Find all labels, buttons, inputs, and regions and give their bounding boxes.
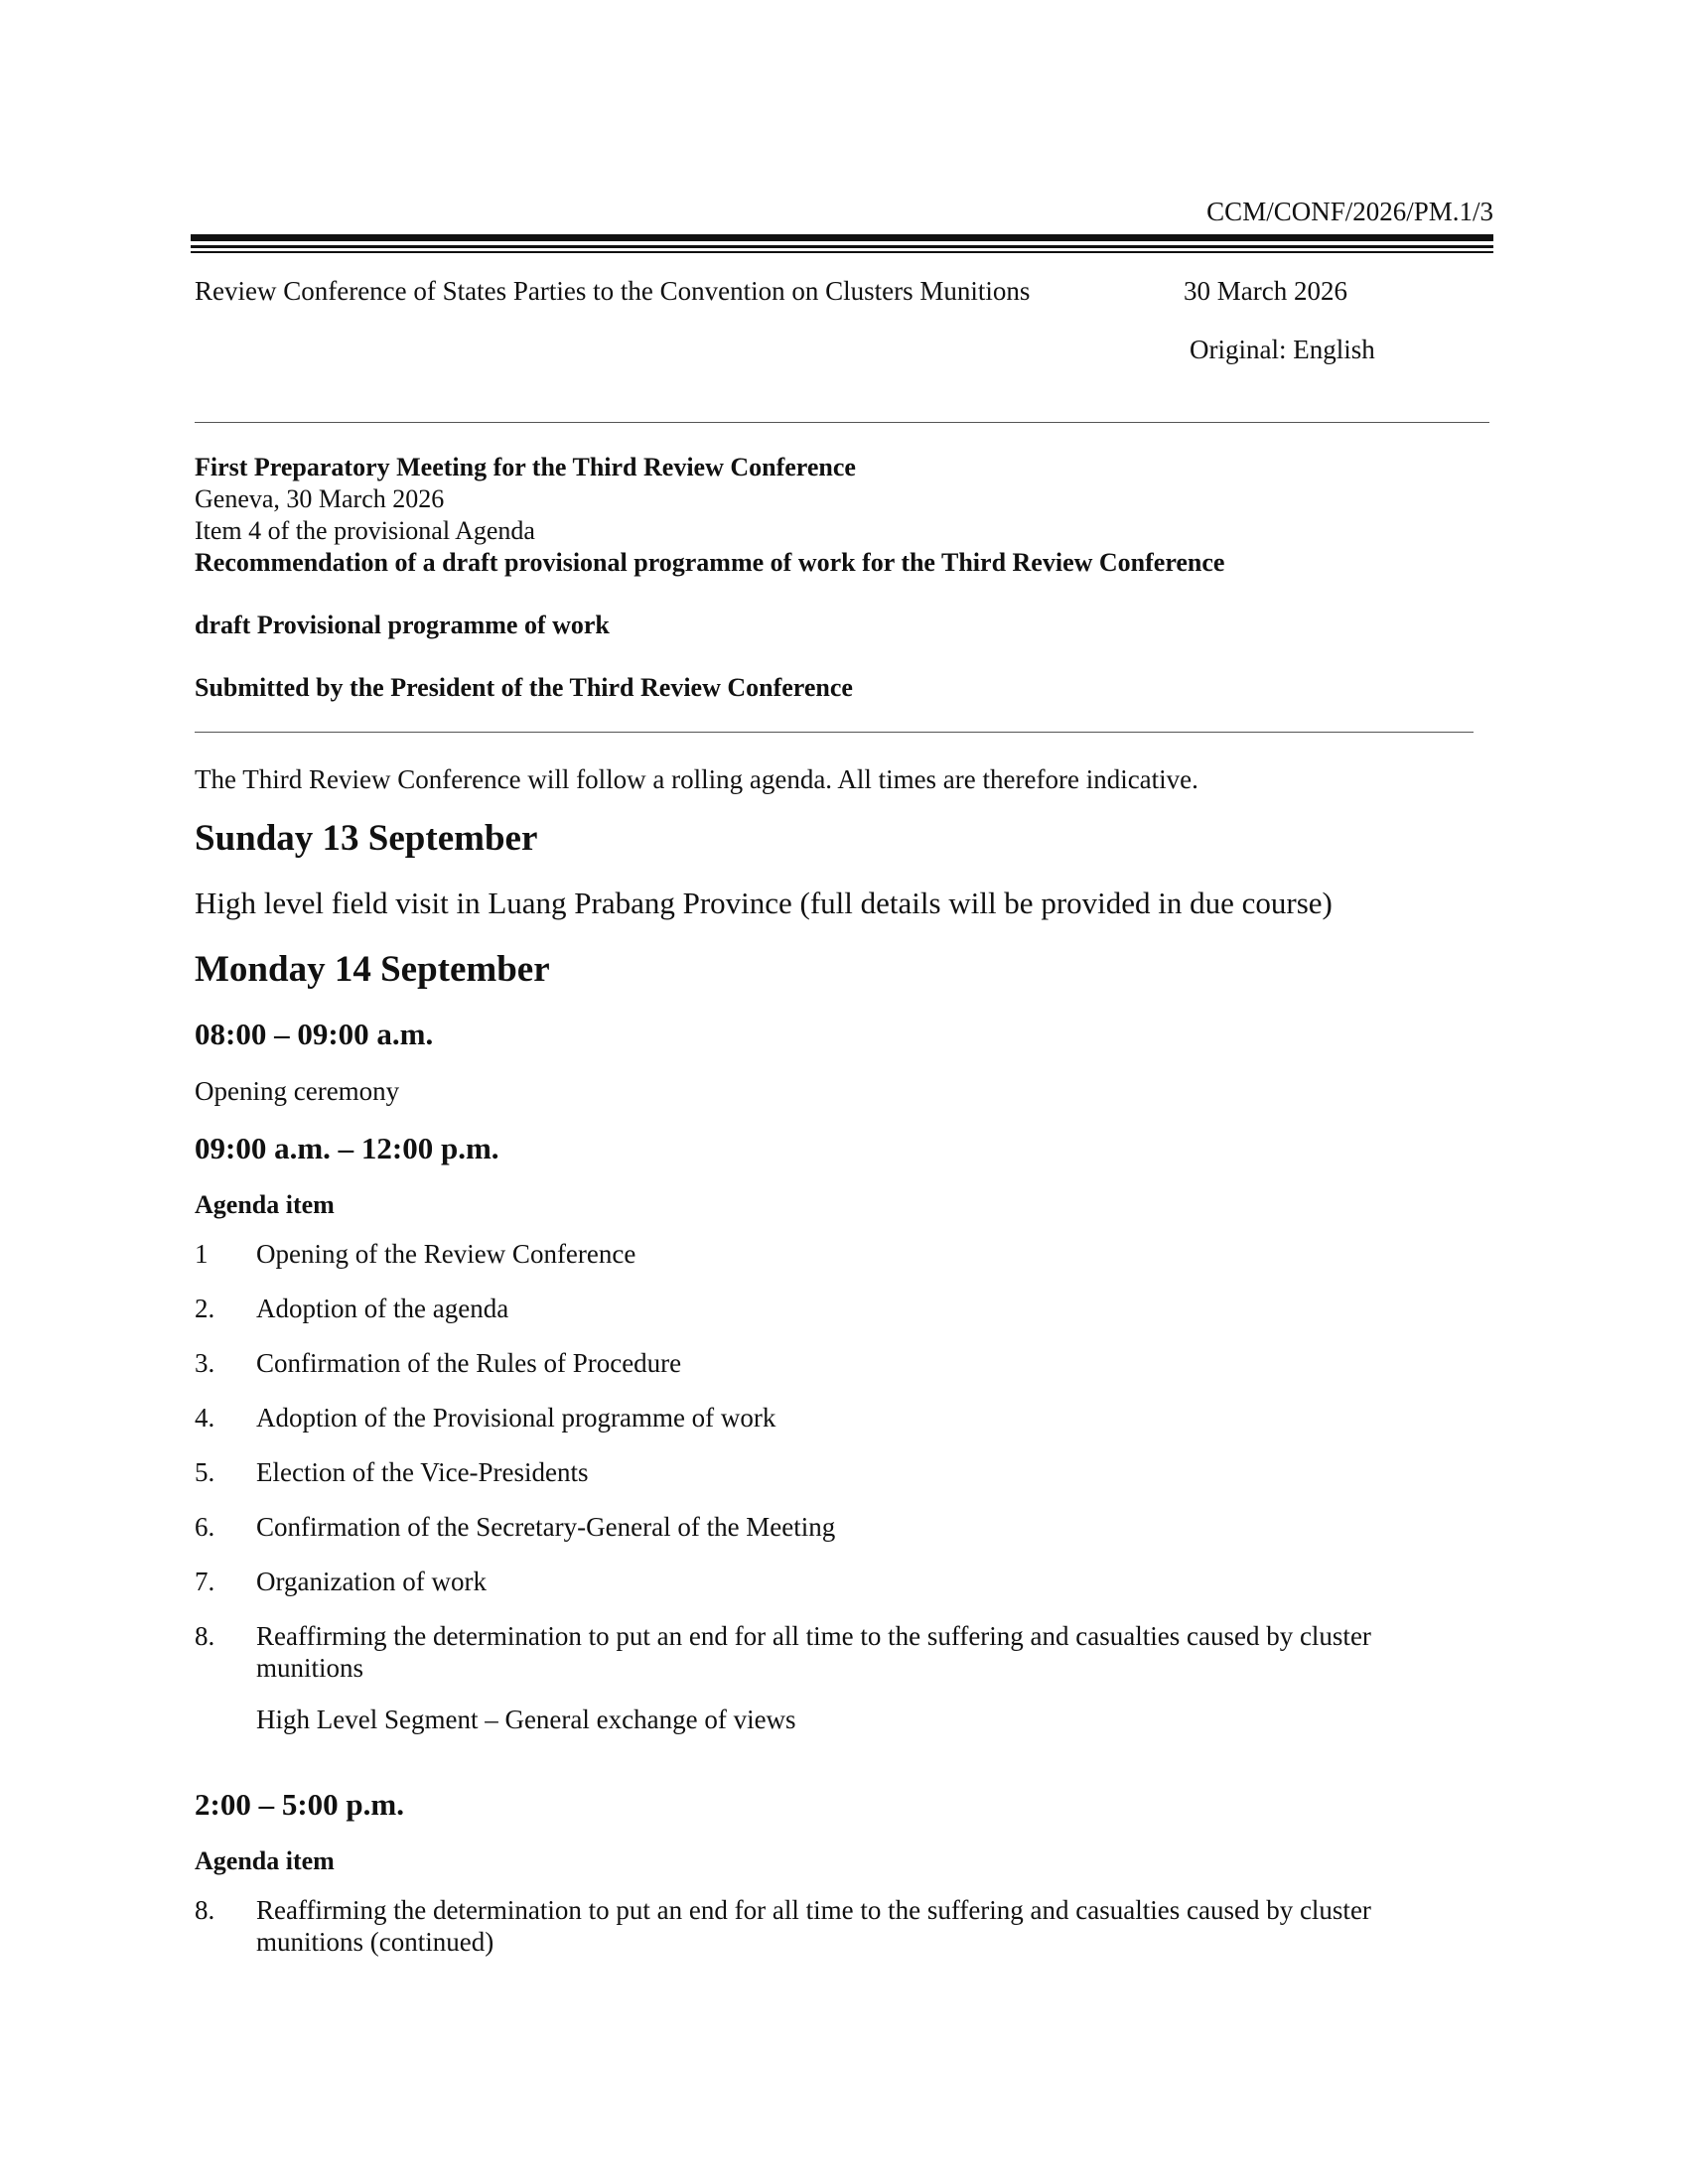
document-symbol: CCM/CONF/2026/PM.1/3 <box>1206 197 1493 226</box>
agenda-list-item <box>195 1238 1485 1270</box>
original-language: Original: English <box>1190 335 1375 364</box>
time-slot-heading: 2:00 – 5:00 p.m. <box>195 1787 404 1822</box>
agenda-item-text: Reaffirming the determination to put an end for all time to the suffering and casualties caused by cluster munitions (continued) <box>256 1895 1371 1957</box>
agenda-item-number: 6. <box>195 1512 215 1542</box>
agenda-list-item <box>195 1347 1485 1379</box>
agenda-item-text: Adoption of the Provisional programme of work <box>256 1403 776 1433</box>
divider <box>195 422 1489 423</box>
agenda-item-ref: Item 4 of the provisional Agenda <box>195 516 535 545</box>
document-date: 30 March 2026 <box>1184 276 1347 306</box>
agenda-item-number: 8. <box>195 1621 215 1651</box>
header-rule <box>191 234 1493 253</box>
agenda-item-number: 1 <box>195 1239 209 1269</box>
agenda-item-number: 7. <box>195 1567 215 1596</box>
agenda-list-item <box>195 1511 1485 1543</box>
time-slot-heading: 09:00 a.m. – 12:00 p.m. <box>195 1131 499 1165</box>
agenda-item-text: Organization of work <box>256 1567 487 1596</box>
document-title: draft Provisional programme of work <box>195 611 610 639</box>
agenda-list-item <box>195 1566 1485 1597</box>
agenda-item-label: Agenda item <box>195 1846 335 1875</box>
day-heading-sunday: Sunday 13 September <box>195 818 538 859</box>
agenda-item-text: Confirmation of the Secretary-General of the Meeting <box>256 1512 836 1542</box>
agenda-sub-item: High Level Segment – General exchange of views <box>256 1705 796 1734</box>
agenda-item-text: Election of the Vice-Presidents <box>256 1457 589 1487</box>
agenda-list-item <box>195 1620 1485 1684</box>
divider <box>195 732 1474 733</box>
day-heading-monday: Monday 14 September <box>195 949 550 990</box>
agenda-list <box>195 1894 1485 1958</box>
agenda-item-text: Adoption of the agenda <box>256 1294 509 1323</box>
agenda-item-text: Reaffirming the determination to put an end for all time to the suffering and casualties caused by cluster munitions <box>256 1621 1371 1683</box>
field-visit-text: High level field visit in Luang Prabang Province (full details will be provided in due course) <box>195 886 1333 920</box>
issuer-name: Review Conference of States Parties to the Convention on Clusters Munitions <box>195 276 1031 306</box>
agenda-item-number: 5. <box>195 1457 215 1487</box>
agenda-list-item <box>195 1402 1485 1433</box>
agenda-item-number: 4. <box>195 1403 215 1433</box>
agenda-list-item <box>195 1293 1485 1324</box>
agenda-item-label: Agenda item <box>195 1190 335 1219</box>
meeting-place-date: Geneva, 30 March 2026 <box>195 484 445 513</box>
meeting-title: First Preparatory Meeting for the Third Review Conference <box>195 453 856 481</box>
agenda-item-text: Confirmation of the Rules of Procedure <box>256 1348 682 1378</box>
agenda-item-number: 3. <box>195 1348 215 1378</box>
agenda-list-item <box>195 1894 1485 1958</box>
intro-text: The Third Review Conference will follow a rolling agenda. All times are therefore indicative. <box>195 764 1198 794</box>
submitted-by: Submitted by the President of the Third Review Conference <box>195 673 853 702</box>
agenda-item-number: 8. <box>195 1895 215 1925</box>
programme-body <box>195 814 1485 1958</box>
agenda-item-text: Opening of the Review Conference <box>256 1239 636 1269</box>
agenda-item-number: 2. <box>195 1294 215 1323</box>
agenda-list <box>195 1238 1485 1735</box>
slot-description: Opening ceremony <box>195 1076 400 1106</box>
meeting-info <box>195 452 1224 704</box>
agenda-item-title: Recommendation of a draft provisional programme of work for the Third Review Conference <box>195 548 1225 577</box>
time-slot-heading: 08:00 – 09:00 a.m. <box>195 1017 434 1051</box>
agenda-list-item <box>195 1456 1485 1488</box>
